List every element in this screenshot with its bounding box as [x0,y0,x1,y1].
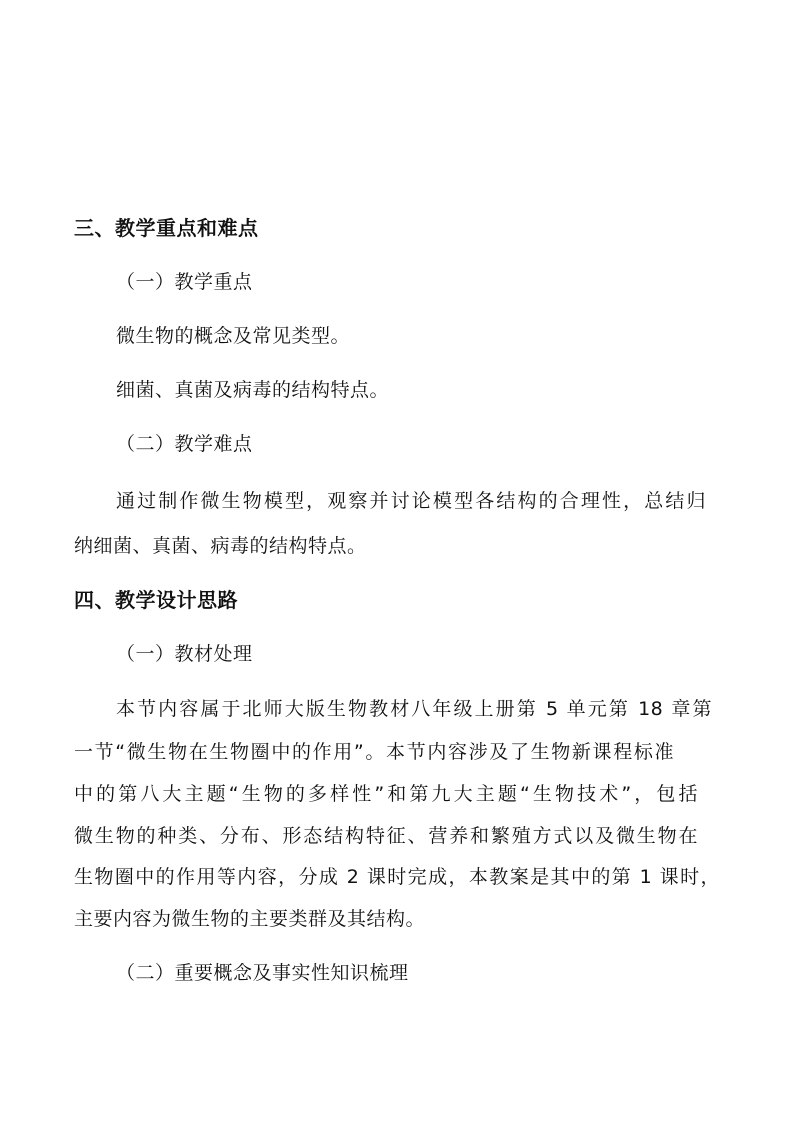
paragraph-line: 通过制作微生物模型，观察并讨论模型各结构的合理性，总结归 [116,490,706,512]
section-heading-design-approach: 四、教学设计思路 [74,588,238,612]
section-heading-teaching-focus-difficulty: 三、教学重点和难点 [74,216,259,240]
paragraph-line: 纳细菌、真菌、病毒的结构特点。 [74,535,367,557]
paragraph-line: 主要内容为微生物的主要类群及其结构。 [74,908,426,930]
subheading-teaching-focus: （一）教学重点 [116,271,253,293]
paragraph-line: 中的第八大主题“生物的多样性”和第九大主题“生物技术”，包括 [74,783,698,805]
paragraph-line: 一节“微生物在生物圈中的作用”。本节内容涉及了生物新课程标准 [74,741,674,763]
subheading-textbook-processing: （一）教材处理 [116,643,253,665]
subheading-key-concepts: （二）重要概念及事实性知识梳理 [116,962,409,984]
paragraph-line: 细菌、真菌及病毒的结构特点。 [116,379,390,401]
paragraph-line: 生物圈中的作用等内容，分成 2 课时完成，本教案是其中的第 1 课时， [74,866,720,888]
subheading-teaching-difficulty: （二）教学难点 [116,433,253,455]
paragraph-line: 微生物的种类、分布、形态结构特征、营养和繁殖方式以及微生物在 [74,825,698,847]
paragraph-line: 微生物的概念及常见类型。 [116,325,351,347]
paragraph-line: 本节内容属于北师大版生物教材八年级上册第 5 单元第 18 章第 [116,698,712,720]
